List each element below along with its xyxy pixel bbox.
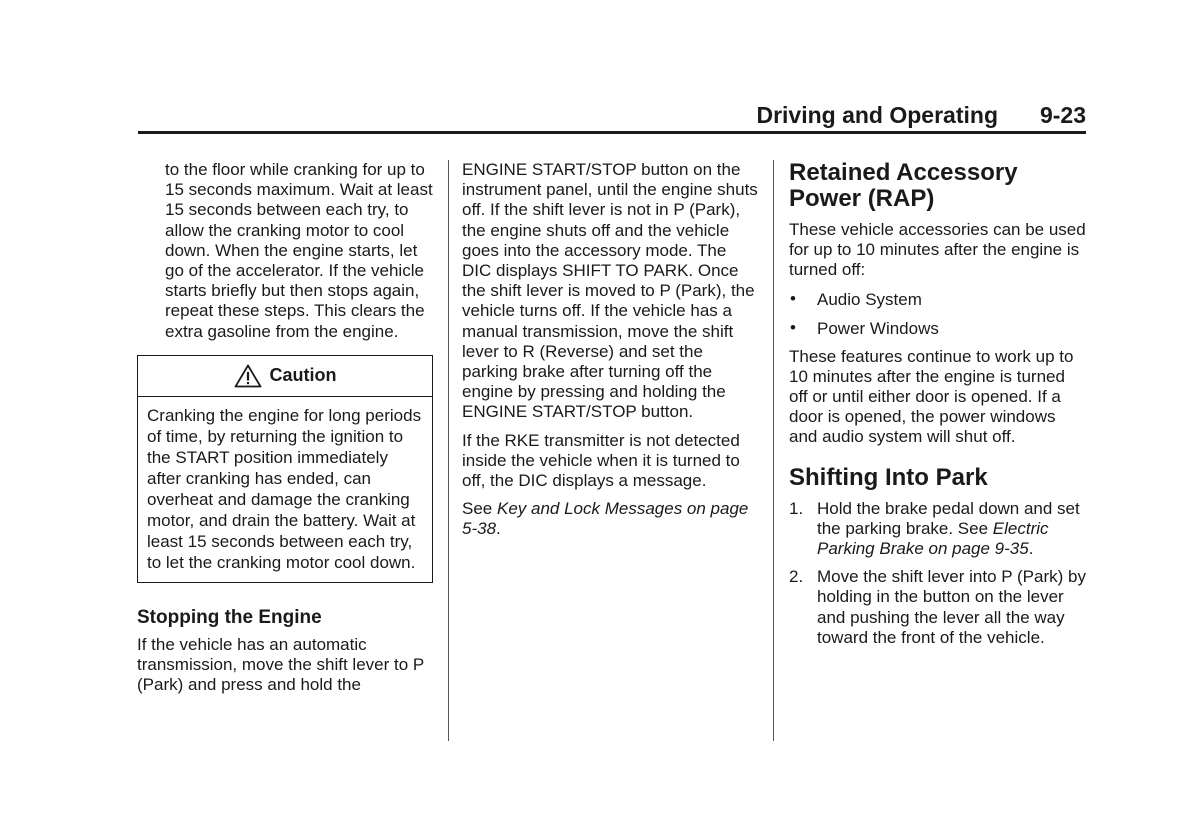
rap-features-paragraph: These features continue to work up to 10 minutes after the engine is turned off or until either door is opened. If a door is opened, the power windows and audio system will shut off. <box>789 346 1074 447</box>
list-item <box>789 567 1086 648</box>
list-item <box>789 290 1086 310</box>
caution-body: Cranking the engine for long periods of time, by returning the ignition to the START position immediately after cranking has ended, can overheat and damage the cranking motor, and drain the battery. Wait at least 15 seconds between each try, to let the cranking motor cool down. <box>147 405 422 572</box>
see-prefix: See <box>462 499 497 519</box>
park-steps-list <box>789 499 1086 648</box>
shifting-into-park-heading: Shifting Into Park <box>789 463 988 491</box>
see-suffix: . <box>496 519 501 539</box>
step-text: Move the shift lever into P (Park) by holding in the button on the lever and pushing the lever all the way toward the front of the vehicle. <box>817 567 1086 647</box>
list-item-text: Power Windows <box>817 318 939 338</box>
step-number: 1. <box>789 498 804 518</box>
key-lock-messages-link[interactable]: Key and Lock Messages on page 5-38 <box>462 499 749 539</box>
column-middle <box>462 160 758 540</box>
electric-parking-brake-link[interactable]: Electric Parking Brake on page 9-35 <box>817 518 1049 559</box>
warning-triangle-icon <box>234 364 262 388</box>
caution-box <box>137 355 433 583</box>
column-left <box>137 160 435 695</box>
list-item <box>789 319 1086 339</box>
rap-accessory-list <box>789 290 1086 339</box>
step-suffix: . <box>1028 539 1034 559</box>
step-number: 2. <box>789 567 804 587</box>
cranking-continued-paragraph: to the floor while cranking for up to 15 seconds maximum. Wait at least 15 seconds between each try, to allow the cranking motor to cool down. When the engine starts, let go of the accelerator. If the vehicle starts briefly but then stops again, repeat these steps. This clears the extra gasoline from the engine. <box>165 160 433 341</box>
engine-stop-paragraph: ENGINE START/STOP button on the instrument panel, until the engine shuts off. If the shift lever is not in P (Park), the engine shuts off and the vehicle goes into the accessory mode. The DIC displays SHIFT TO PARK. Once the shift lever is moved to P (Park), the vehicle turns off. If the vehicle has a manual transmission, move the shift lever to R (Reverse) and set the parking brake after turning off the engine by pressing and holding the ENGINE START/STOP button. <box>462 160 758 422</box>
rap-intro-paragraph: These vehicle accessories can be used for up to 10 minutes after the engine is turned off: <box>789 220 1086 280</box>
list-item <box>789 499 1086 560</box>
page-number: 9-23 <box>1039 102 1086 128</box>
section-title: Driving and Operating <box>756 102 998 128</box>
column-divider-left <box>448 160 449 741</box>
stopping-engine-heading: Stopping the Engine <box>137 606 322 628</box>
see-reference-paragraph <box>462 499 758 539</box>
step-text: Hold the brake pedal down and set the parking brake. See <box>817 498 1080 538</box>
bullet-mark: • <box>790 288 796 308</box>
caution-header <box>138 356 432 397</box>
list-item-text: Audio System <box>817 289 922 309</box>
rap-heading: Retained Accessory Power (RAP) <box>789 159 1018 212</box>
caution-title: Caution <box>269 365 337 386</box>
column-divider-right <box>773 160 774 741</box>
bullet-mark: • <box>790 317 796 337</box>
page-header <box>138 100 1086 134</box>
column-right <box>789 160 1086 656</box>
rke-paragraph: If the RKE transmitter is not detected inside the vehicle when it is turned to off, the DIC displays a message. <box>462 430 740 491</box>
stopping-engine-paragraph: If the vehicle has an automatic transmission, move the shift lever to P (Park) and press and hold the <box>137 634 424 695</box>
